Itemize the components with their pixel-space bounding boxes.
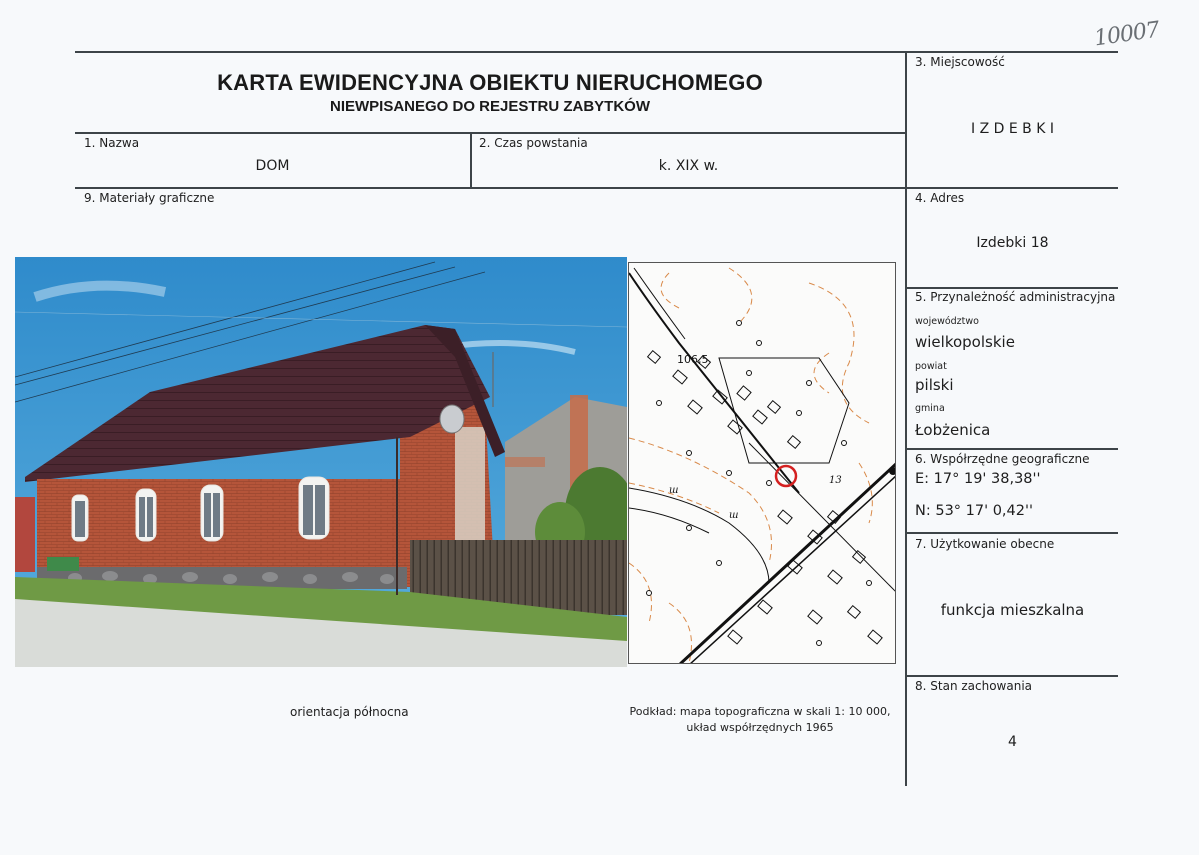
current-use-label: 7. Użytkowanie obecne — [915, 537, 1055, 551]
document-subtitle: NIEWPISANEGO DO REJESTRU ZABYTKÓW — [329, 98, 651, 115]
name-row-bottom-line — [75, 187, 1118, 189]
name-value: DOM — [255, 158, 290, 174]
administrative-label: 5. Przynależność administracyjna — [915, 290, 1116, 304]
house-photo-illustration — [15, 257, 627, 667]
commune-label: gmina — [915, 403, 945, 414]
map-caption-line2: układ współrzędnych 1965 — [686, 721, 834, 734]
map-illustration — [629, 263, 896, 664]
topographic-map — [628, 262, 896, 664]
condition-label: 8. Stan zachowania — [915, 679, 1033, 693]
map-number-label: 13 — [829, 475, 842, 486]
construction-time-value: k. XIX w. — [658, 158, 719, 174]
construction-time-label: 2. Czas powstania — [479, 136, 588, 150]
county-label: powiat — [915, 361, 947, 372]
map-caption-line1: Podkład: mapa topograficzna w skali 1: 10 000, — [629, 705, 891, 718]
locality-label: 3. Miejscowość — [915, 55, 1005, 69]
coordinates-north: N: 53° 17' 0,42'' — [915, 503, 1033, 519]
coords-bottom-line — [905, 532, 1118, 534]
condition-value: 4 — [1008, 734, 1017, 750]
address-value: Izdebki 18 — [976, 235, 1049, 251]
house-photo — [15, 257, 627, 667]
voivodeship-label: województwo — [915, 316, 979, 327]
catalog-number: 10007 — [1092, 17, 1161, 52]
use-bottom-line — [905, 675, 1118, 677]
voivodeship-value: wielkopolskie — [915, 333, 1015, 351]
document-title: KARTA EWIDENCYJNA OBIEKTU NIERUCHOMEGO — [217, 70, 763, 95]
coordinates-label: 6. Współrzędne geograficzne — [915, 452, 1090, 466]
top-border-line — [75, 51, 1118, 53]
svg-text:ш: ш — [669, 485, 679, 496]
title-bottom-line — [75, 132, 905, 134]
locality-value: I Z D E B K I — [971, 121, 1054, 137]
admin-bottom-line — [905, 448, 1118, 450]
current-use-value: funkcja mieszkalna — [940, 601, 1085, 619]
graphics-label: 9. Materiały graficzne — [84, 191, 215, 205]
name-label: 1. Nazwa — [84, 136, 140, 150]
photo-caption: orientacja północna — [290, 705, 409, 719]
address-bottom-line — [905, 287, 1118, 289]
commune-value: Łobżenica — [915, 421, 991, 439]
svg-text:ш: ш — [729, 510, 739, 521]
address-label: 4. Adres — [915, 191, 965, 205]
map-elevation-label: 106,5 — [677, 353, 709, 366]
coordinates-east: E: 17° 19' 38,38'' — [915, 471, 1041, 487]
county-value: pilski — [915, 376, 954, 394]
